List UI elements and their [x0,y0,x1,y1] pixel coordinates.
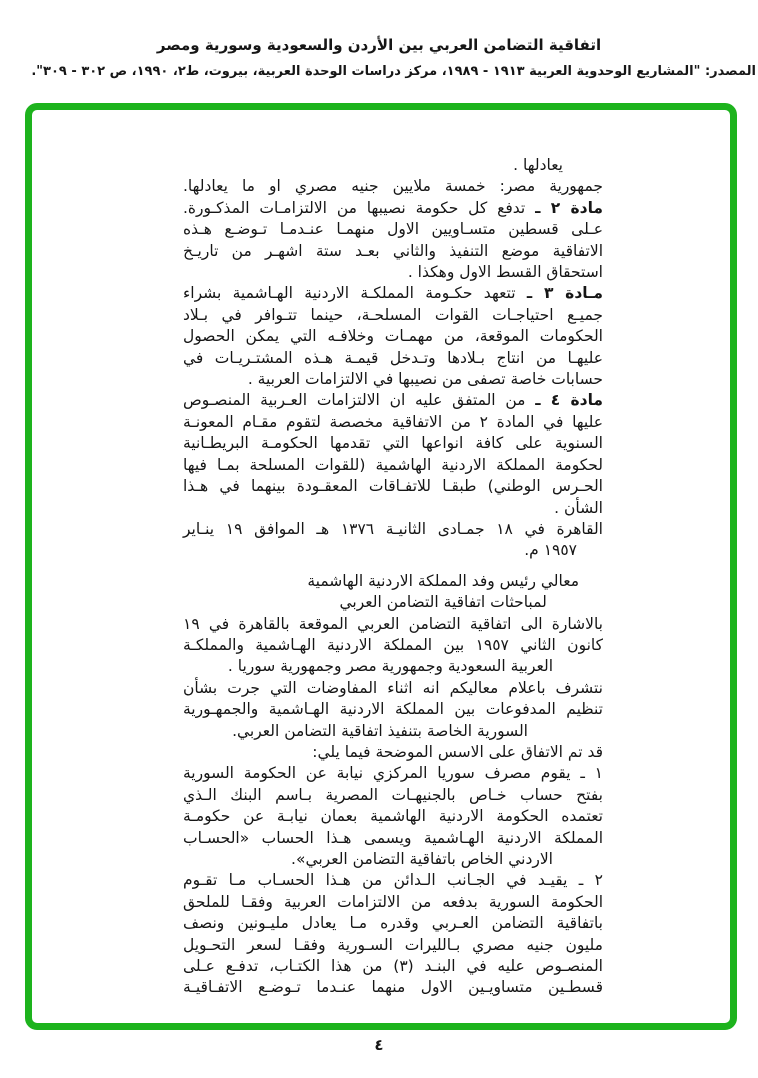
body-line [183,892,603,913]
body-line [183,262,603,283]
line-text: جميـع احتياجـات القوات المسلحـة، حينما تتـوافر في بـلاد [183,305,603,324]
body-line-article-2 [183,198,603,219]
line-text: يعادلها . [513,156,563,174]
body-line [183,412,603,433]
body-line-clause-2 [183,870,603,891]
line-text: الاتفاقية موضع التنفيذ والثاني بعـد ستة اشهـر من تاريـخ [183,241,603,260]
line-text: قد تم الاتفاق على الاسس الموضحة فيما يلي: [312,742,603,761]
line-text: جمهورية مصر: خمسة ملايين جنيه مصري او ما يعادلها. [183,177,603,196]
body-line [183,742,603,763]
body-line [183,806,603,827]
body-line [183,721,603,742]
body-line [183,935,603,956]
line-text: نتشرف باعلام معاليكم انه اثناء المفاوضات التي جرت بشأن [183,678,603,697]
source-citation: المصدر: "المشاريع الوحدوية العربية ١٩١٣ - ١٩٨٩، مركز دراسات الوحدة العربية، بيروت، ط٢، ١٩٩٠، ص ٣٠٢ - ٣٠٩". [31,64,756,79]
article-number: مادة ٤ ـ [535,391,603,410]
line-text: الاردني الخاص باتفاقية التضامن العربي». [291,850,553,868]
line-text: عليهـا من انتاج بـلادها وتـدخل قيمـة هـذه المشتـريـات في [183,348,603,367]
line-text: مليون جنيه مصري بـالليرات السـورية وفقـا لسعر التحـويل [183,935,603,954]
line-text: كانون الثاني ١٩٥٧ بين المملكة الاردنية الهـاشمية والمملكـة [183,635,603,654]
body-line [183,498,603,519]
body-line-article-4 [183,390,603,411]
body-line [183,455,603,476]
body-line [183,614,603,635]
line-text: عليها في المادة ٢ من الاتفاقية مخصصة لتقوم مقـام المعونـة [183,412,603,431]
document-body [183,155,603,999]
line-text: بالاشارة الى اتفاقية التضامن العربي الموقعة بالقاهرة في ١٩ [183,614,603,633]
page-number: ٤ [374,1036,384,1054]
line-text: تتعهد حكـومة المملكـة الاردنية الهـاشمية بشراء [183,284,527,303]
body-line [183,241,603,262]
line-text: من المتفق عليه ان الالتزامات العـربية المنصـوص [183,391,536,410]
body-line [183,785,603,806]
address-line [307,571,579,592]
content-border-box [25,103,737,1030]
body-line [183,699,603,720]
body-line [183,913,603,934]
line-text: الحـرس الوطني) طبقـا للاتفـاقات المعقـودة بينهما في هـذا [183,477,603,496]
line-text: السورية الخاصة بتنفيذ اتفاقية التضامن العربي. [232,721,528,740]
body-line-clause-1 [183,763,603,784]
address-block [307,571,579,614]
body-line [183,219,603,240]
body-line [183,176,603,197]
line-text: تعتمده الحكومة الاردنية الهاشمية بعمان نيابـة عن حكومـة [183,807,603,826]
line-text: تنظيم المدفوعات بين المملكة الاردنية الهـاشمية والجمهـورية [183,700,603,719]
body-line [183,828,603,849]
line-text: الحكومة السورية بدفعه من الالتزامات العربية وفقـا للملحق [183,892,603,911]
line-text: العربية السعودية وجمهورية مصر وجمهورية سوريا . [227,657,553,676]
line-text: استحقاق القسط الاول وهكذا . [407,263,603,282]
line-text: المملكة الاردنية الهـاشمية ويسمى هـذا الحساب «الحسـاب [183,828,603,847]
body-line [183,635,603,656]
body-line [183,656,603,677]
line-text: لحكومة المملكة الاردنية الهاشمية (للقوات المسلحة بمـا فيها [183,455,603,474]
line-text: ١٩٥٧ م. [524,541,577,560]
line-text: قسطـين متساويـين الاول منهما عنـدما تـوضـع الاتفـاقيـة [183,978,603,997]
body-line [183,956,603,977]
line-text: حسابات خاصة تصفى من نصيبها في الالتزامات العربية . [247,370,603,389]
body-line [183,433,603,454]
line-text: لمباحثات اتفاقية التضامن العربي [339,593,547,612]
body-line [183,977,603,998]
article-number: مادة ٢ ـ [535,198,603,217]
line-text: تدفع كل حكومة نصيبها من الالتزامـات المذكـورة. [183,198,536,217]
body-line-article-3 [183,283,603,304]
line-text: بفتح حساب خـاص بالجنيهـات المصرية بـاسم البنك الـذي [183,785,603,804]
body-line [183,678,603,699]
line-text: ١ ـ يقوم مصرف سوريا المركزي نيابة عن الحكومة السورية [183,764,603,783]
line-text: عـلى قسطين متسـاويين الاول منهمـا عنـدمـا تـوضـع هـذه [183,220,603,239]
line-text: الشأن . [554,498,603,517]
body-line [183,369,603,390]
body-line-date [183,540,603,561]
body-line-date [183,519,603,540]
address-line [307,592,579,613]
body-line [183,326,603,347]
line-text: المنصـوص عليه في البنـد (٣) من هذا الكتـاب، تدفـع عـلى [183,957,603,976]
line-text: السنوية على كافة انواعها التي تقدمها الحكومـة البريطـانية [183,434,603,453]
body-line [183,305,603,326]
body-line [183,849,603,870]
body-line [183,476,603,497]
body-line [183,348,603,369]
line-text: معالي رئيس وفد المملكة الاردنية الهاشمية [307,571,579,590]
article-number: مـادة ٣ ـ [526,284,603,303]
body-line [183,155,603,176]
line-text: القاهرة في ١٨ جمـادى الثانيـة ١٣٧٦ هـ الموافق ١٩ ينـاير [183,519,603,538]
line-text: الحكومات الموقعة، من مهمـات وخلافـه التي يمكن الحصول [183,327,603,346]
document-title: اتفاقية التضامن العربي بين الأردن والسعودية وسورية ومصر [156,36,602,54]
line-text: باتفاقية التضامن العـربي وقدره مـا يعادل مليـونين ونصف [183,914,603,933]
line-text: ٢ ـ يقيـد في الجـانب الـدائن من هـذا الحسـاب مـا تقـوم [183,871,603,890]
